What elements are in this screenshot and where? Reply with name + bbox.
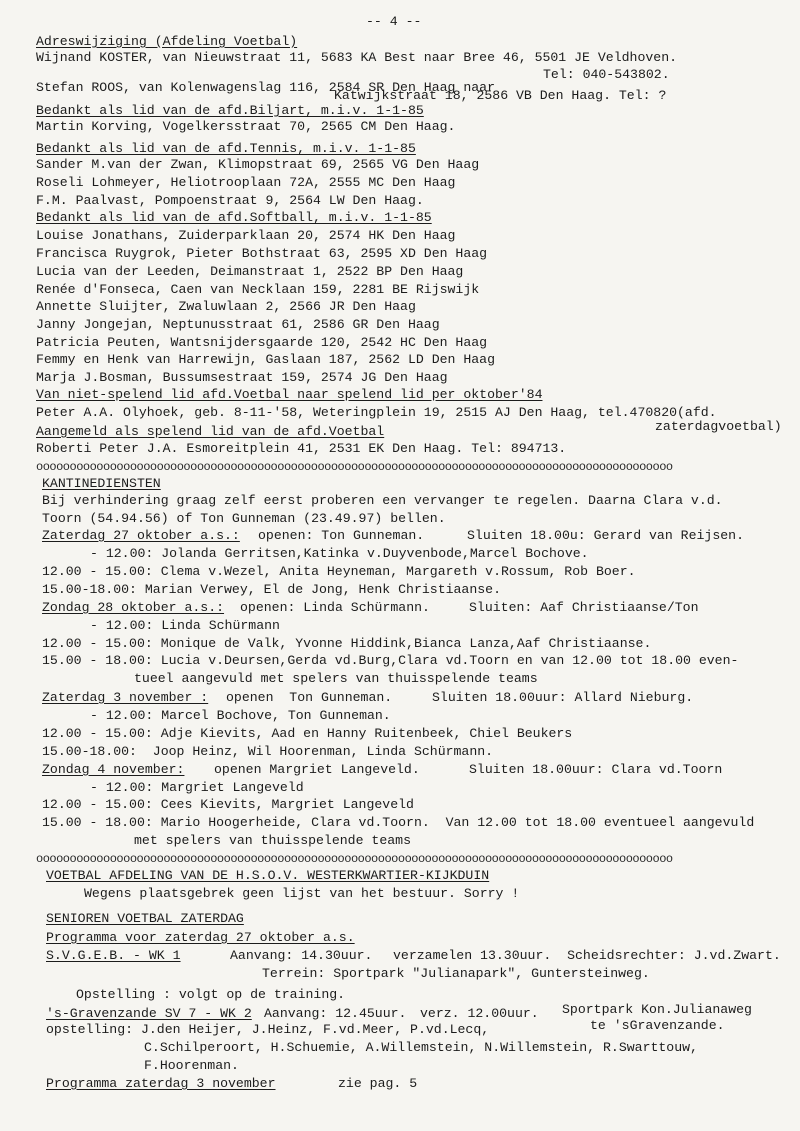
text-line: Annette Sluijter, Zwaluwlaan 2, 2566 JR Den Haag [36,299,416,314]
text-line: Roberti Peter J.A. Esmoreitplein 41, 2531 EK Den Haag. Tel: 894713. [36,441,567,456]
text-line: Sluiten 18.00uur: Clara vd.Toorn [469,762,723,777]
text-line: - 12.00: Jolanda Gerritsen,Katinka v.Duyvenbode,Marcel Bochove. [90,546,589,561]
text-line: Aanvang: 14.30uur. [230,948,373,963]
text-line: 12.00 - 15.00: Cees Kievits, Margriet Langeveld [42,797,414,812]
text-line: Stefan ROOS, van Kolenwagenslag 116, 2584 SR Den Haag naar [36,80,495,95]
text-line: - 12.00: Marcel Bochove, Ton Gunneman. [90,708,391,723]
section-heading: Adreswijziging (Afdeling Voetbal) [36,34,298,49]
separator-line: ooooooooooooooooooooooooooooooooooooooooooooooooooooooooooooooooooooooooooooooooooooooooooooooo [36,460,673,474]
text-line: met spelers van thuisspelende teams [134,833,411,848]
text-line: Wijnand KOSTER, van Nieuwstraat 11, 5683 KA Best naar Bree 46, 5501 JE Veldhoven. [36,50,678,65]
text-line: tueel aangevuld met spelers van thuisspelende teams [134,671,538,686]
text-line: Roseli Lohmeyer, Heliotrooplaan 72A, 2555 MC Den Haag [36,175,456,190]
text-line: Lucia van der Leeden, Deimanstraat 1, 2522 BP Den Haag [36,264,464,279]
page-number: -- 4 -- [366,14,422,29]
section-heading: Zaterdag 27 oktober a.s.: [42,528,240,543]
text-line: Opstelling : volgt op de training. [76,987,346,1002]
text-line: openen Ton Gunneman. [226,690,393,705]
text-line: 15.00-18.00: Joop Heinz, Wil Hoorenman, Linda Schürmann. [42,744,494,759]
text-line: 15.00 - 18.00: Lucia v.Deursen,Gerda vd.Burg,Clara vd.Toorn en van 12.00 tot 18.00 even- [42,653,739,668]
section-heading: Bedankt als lid van de afd.Tennis, m.i.v. 1-1-85 [36,141,416,156]
text-line: 15.00 - 18.00: Mario Hoogerheide, Clara vd.Toorn. Van 12.00 tot 18.00 eventueel aangevuld [42,815,755,830]
text-line: zaterdagvoetbal) [655,419,782,434]
section-heading: Zaterdag 3 november : [42,690,209,705]
text-line: Renée d'Fonseca, Caen van Necklaan 159, 2281 BE Rijswijk [36,282,480,297]
text-line: Sluiten 18.00u: Gerard van Reijsen. [467,528,744,543]
text-line: F.M. Paalvast, Pompoenstraat 9, 2564 LW Den Haag. [36,193,424,208]
text-line: Sportpark Kon.Julianaweg [562,1002,752,1017]
separator-line: ooooooooooooooooooooooooooooooooooooooooooooooooooooooooooooooooooooooooooooooooooooooooooooooo [36,852,673,866]
text-line: 15.00-18.00: Marian Verwey, El de Jong, Henk Christiaanse. [42,582,501,597]
section-heading: Aangemeld als spelend lid van de afd.Voetbal [36,424,385,439]
text-line: Peter A.A. Olyhoek, geb. 8-11-'58, Weteringplein 19, 2515 AJ Den Haag, tel.470820(afd. [36,405,717,420]
text-line: Sluiten: Aaf Christiaanse/Ton [469,600,699,615]
section-heading: KANTINEDIENSTEN [42,476,161,491]
section-heading: Zondag 4 november: [42,762,185,777]
text-line: verzamelen 13.30uur. Scheidsrechter: J.vd.Zwart. [393,948,781,963]
section-heading: Bedankt als lid van de afd.Softball, m.i.v. 1-1-85 [36,210,432,225]
text-line: Tel: 040-543802. [543,67,670,82]
text-line: Patricia Peuten, Wantsnijdersgaarde 120, 2542 HC Den Haag [36,335,488,350]
text-line: Aanvang: 12.45uur. [264,1006,407,1021]
text-line: Katwijkstraat 18, 2586 VB Den Haag. Tel: ? [334,88,667,103]
text-line: 12.00 - 15.00: Monique de Valk, Yvonne Hiddink,Bianca Lanza,Aaf Christiaanse. [42,636,652,651]
section-heading: Zondag 28 oktober a.s.: [42,600,225,615]
section-heading: Programma zaterdag 3 november [46,1076,276,1091]
text-line: Bij verhindering graag zelf eerst proberen een vervanger te regelen. Daarna Clara v.d. [42,493,723,508]
text-line: - 12.00: Margriet Langeveld [90,780,304,795]
text-line: Wegens plaatsgebrek geen lijst van het bestuur. Sorry ! [84,886,520,901]
section-heading: S.V.G.E.B. - WK 1 [46,948,181,963]
text-line: te 'sGravenzande. [590,1018,725,1033]
text-line: Sander M.van der Zwan, Klimopstraat 69, 2565 VG Den Haag [36,157,480,172]
section-heading: Van niet-spelend lid afd.Voetbal naar spelend lid per oktober'84 [36,387,543,402]
section-heading: Programma voor zaterdag 27 oktober a.s. [46,930,355,945]
section-heading: VOETBAL AFDELING VAN DE H.S.O.V. WESTERKWARTIER-KIJKDUIN [46,868,490,883]
text-line: verz. 12.00uur. [420,1006,539,1021]
text-line: Janny Jongejan, Neptunusstraat 61, 2586 GR Den Haag [36,317,440,332]
text-line: Sluiten 18.00uur: Allard Nieburg. [432,690,694,705]
text-line: Femmy en Henk van Harrewijn, Gaslaan 187, 2562 LD Den Haag [36,352,495,367]
text-line: - 12.00: Linda Schürmann [90,618,280,633]
text-line: 12.00 - 15.00: Adje Kievits, Aad en Hanny Ruitenbeek, Chiel Beukers [42,726,573,741]
text-line: openen: Linda Schürmann. [240,600,430,615]
section-heading: Bedankt als lid van de afd.Biljart, m.i.v. 1-1-85 [36,103,424,118]
text-line: 12.00 - 15.00: Clema v.Wezel, Anita Heyneman, Margareth v.Rossum, Rob Boer. [42,564,636,579]
text-line: Francisca Ruygrok, Pieter Bothstraat 63, 2595 XD Den Haag [36,246,488,261]
text-line: Martin Korving, Vogelkersstraat 70, 2565 CM Den Haag. [36,119,456,134]
text-line: openen Margriet Langeveld. [214,762,420,777]
text-line: Louise Jonathans, Zuiderparklaan 20, 2574 HK Den Haag [36,228,456,243]
text-line: F.Hoorenman. [144,1058,239,1073]
text-line: Marja J.Bosman, Bussumsestraat 159, 2574 JG Den Haag [36,370,448,385]
text-line: Terrein: Sportpark "Julianapark", Guntersteinweg. [262,966,650,981]
text-line: zie pag. 5 [338,1076,418,1091]
text-line: Toorn (54.94.56) of Ton Gunneman (23.49.97) bellen. [42,511,446,526]
text-line: C.Schilperoort, H.Schuemie, A.Willemstein, N.Willemstein, R.Swarttouw, [144,1040,698,1055]
section-heading: SENIOREN VOETBAL ZATERDAG [46,911,244,926]
text-line: openen: Ton Gunneman. [258,528,425,543]
text-line: opstelling: J.den Heijer, J.Heinz, F.vd.Meer, P.vd.Lecq, [46,1022,490,1037]
section-heading: 's-Gravenzande SV 7 - WK 2 [46,1006,252,1021]
